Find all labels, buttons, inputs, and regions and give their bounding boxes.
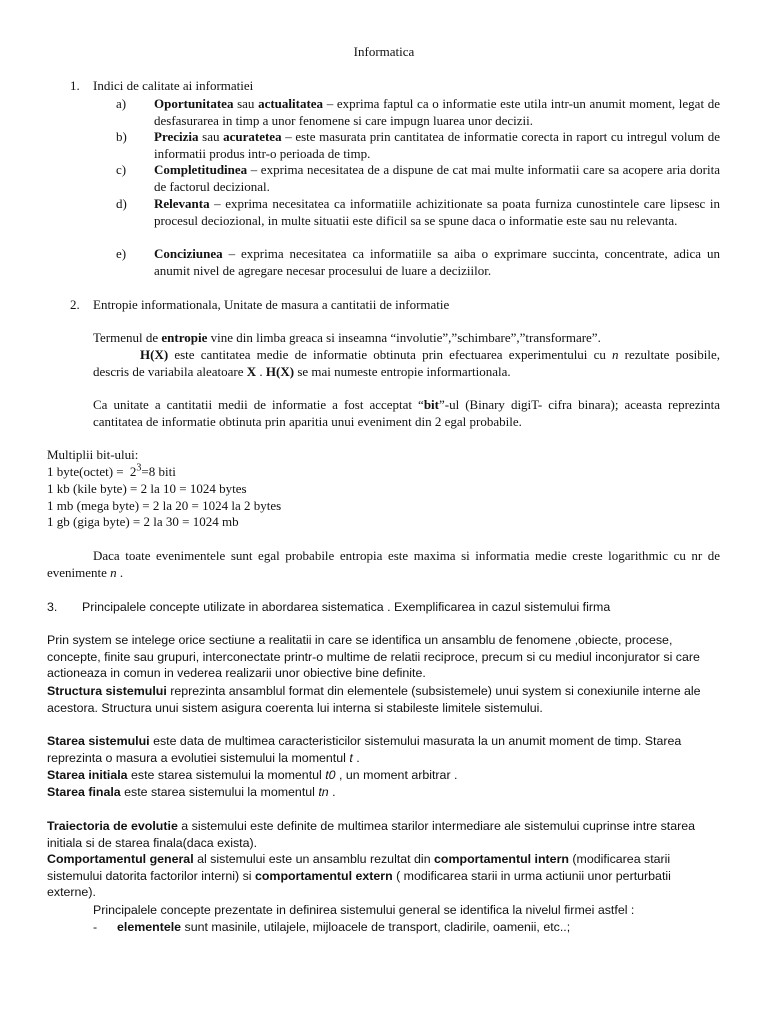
- item-d-term: Relevanta: [154, 196, 210, 211]
- hx-paragraph: H(X) este cantitatea medie de informatie obtinuta prin efectuarea experimentului cu n rezultate posibile, descris de variabila aleatoare X . H(X) se mai numeste entropie informartionala.: [93, 347, 720, 379]
- structure-paragraph: Structura sistemului reprezinta ansamblul format din elementele (subsistemele) unui system si conexiunile interne ale acestora. Structura unui sistem asigura coerenta lui interna si stabileste limitele sistemului.: [47, 684, 701, 715]
- gb-line: 1 gb (giga byte) = 2 la 30 = 1024 mb: [47, 514, 239, 529]
- item-a-term: Oportunitatea: [154, 96, 234, 111]
- structure-term: Structura sistemului: [47, 684, 167, 698]
- section-1-number: 1.: [70, 78, 80, 93]
- external-behavior-term: comportamentul extern: [254, 868, 393, 883]
- item-b-letter: b): [116, 129, 127, 144]
- item-c-text: Completitudinea – exprima necesitatea de a dispune de cat mai multe informatii care sa acopere aria dorita de factorul decizional.: [154, 162, 720, 194]
- section-1-heading: Indici de calitate ai informatiei: [93, 78, 254, 93]
- initial-state-line: Starea initiala este starea sistemului la momentul t0 , un moment arbitrar .: [47, 768, 458, 782]
- kb-line: 1 kb (kile byte) = 2 la 10 = 1024 bytes: [47, 481, 247, 496]
- firm-concepts-paragraph: Principalele concepte prezentate in definirea sistemului general se identifica la nivelul firmei astfel :: [93, 903, 635, 917]
- entropy-paragraph: Termenul de entropie vine din limba greaca si inseamna “involutie”,”schimbare”,”transformare”.: [93, 330, 601, 345]
- equal-probability-paragraph: Daca toate evenimentele sunt egal probabile entropia este maxima si informatia medie creste logarithmic cu nr de evenimente n .: [47, 548, 720, 580]
- behavior-paragraph: Comportamentul general al sistemului este un ansamblu rezultat din comportamentul intern (modificarea starii sistemului datorita factorilor interni) si comportamentul extern ( modificarea starii in urma actiunii unor perturbatii externe).: [47, 852, 671, 900]
- item-b-term-alt: acuratetea: [223, 129, 282, 144]
- item-c-term: Completitudinea: [154, 162, 248, 177]
- item-a-letter: a): [116, 96, 127, 111]
- bit-paragraph: Ca unitate a cantitatii medii de informatie a fost acceptat “bit”-ul (Binary digiT- cifra binara); aceasta reprezinta cantitatea de informatie obtinuta prin aparitia unui eveniment din 2 egal probabile.: [93, 397, 721, 429]
- item-d-letter: d): [116, 196, 127, 211]
- state-paragraph: Starea sistemului este data de multimea caracteristicilor sistemului masurata la un anumit moment de timp. Starea reprezinta o masura a evolutiei sistemului la momentul t .: [47, 734, 682, 765]
- item-d-text: Relevanta – exprima necesitatea ca informatiile achizitionate sa poata furniza cunostintele care lipsesc in procesul deciozional, in multe situatii este dificil sa se spune daca o informatie este sau nu relevanta.: [154, 196, 720, 228]
- general-behavior-term: Comportamentul general: [47, 852, 194, 866]
- entropy-term: entropie: [161, 330, 208, 345]
- byte-line: 1 byte(octet) = $2^3=8$ biti: [47, 462, 176, 479]
- final-state-line: Starea finala este starea sistemului la momentul tn .: [47, 785, 336, 799]
- bit-term: bit: [423, 397, 439, 412]
- final-state-term: Starea finala: [47, 785, 121, 799]
- section-2-number: 2.: [70, 297, 80, 312]
- item-e-term: Conciziunea: [154, 246, 223, 261]
- section-3-heading: Principalele concepte utilizate in abordarea sistematica . Exemplificarea in cazul sistemului firma: [82, 600, 611, 614]
- hx-term: H(X): [140, 347, 169, 362]
- initial-state-term: Starea initiala: [47, 768, 128, 782]
- bullet-dash: -: [93, 920, 98, 934]
- item-c-letter: c): [116, 162, 127, 177]
- section-2-heading: Entropie informationala, Unitate de masura a cantitatii de informatie: [93, 297, 450, 312]
- trajectory-term: Traiectoria de evolutie: [47, 819, 178, 833]
- item-e-text: Conciziunea – exprima necesitatea ca informatiile sa aiba o exprimare succinta, concentrate, adica un anumit nivel de agregare necesar procesului de luare a deciziilor.: [154, 246, 720, 278]
- trajectory-paragraph: Traiectoria de evolutie a sistemului este definite de multimea starilor intermediare ale sistemului cuprinse intre starea initiala si de starea finala(daca exista).: [47, 819, 696, 850]
- internal-behavior-term: comportamentul intern: [434, 852, 569, 866]
- elements-term: elementele: [117, 920, 182, 934]
- system-definition-paragraph: Prin system se intelege orice sectiune a realitatii in care se identifica un ansamblu de fenomene ,obiecte, procese, concepte, finite sau grupuri, interconectate printr-o multime de relatii reciproce, precum si cu mediul inconjurator si care actioneaza in comun in vederea realizarii unor obiective bine definite.: [47, 633, 700, 681]
- bit-multiples-heading: Multiplii bit-ului:: [47, 447, 139, 462]
- elements-bullet: elementele sunt masinile, utilajele, mijloacele de transport, cladirile, oamenii, etc..;: [117, 920, 571, 934]
- document-title: Informatica: [353, 44, 415, 59]
- item-a-text: Oportunitatea sau actualitatea – exprima faptul ca o informatie este utila intr-un anumit moment, legat de desfasurarea in timp a unor fenomene si care impugn luarea unor decizii.: [154, 96, 720, 128]
- mb-line: 1 mb (mega byte) = 2 la 20 = 1024 la 2 bytes: [47, 498, 282, 513]
- item-e-letter: e): [116, 246, 127, 261]
- section-3-number: 3.: [47, 600, 58, 614]
- item-a-term-alt: actualitatea: [258, 96, 324, 111]
- item-b-text: Precizia sau acuratetea – este masurata prin cantitatea de informatie corecta in raport cu intregul volum de informatii produs intr-o perioada de timp.: [154, 129, 720, 161]
- item-b-term: Precizia: [154, 129, 199, 144]
- state-term: Starea sistemului: [47, 734, 150, 748]
